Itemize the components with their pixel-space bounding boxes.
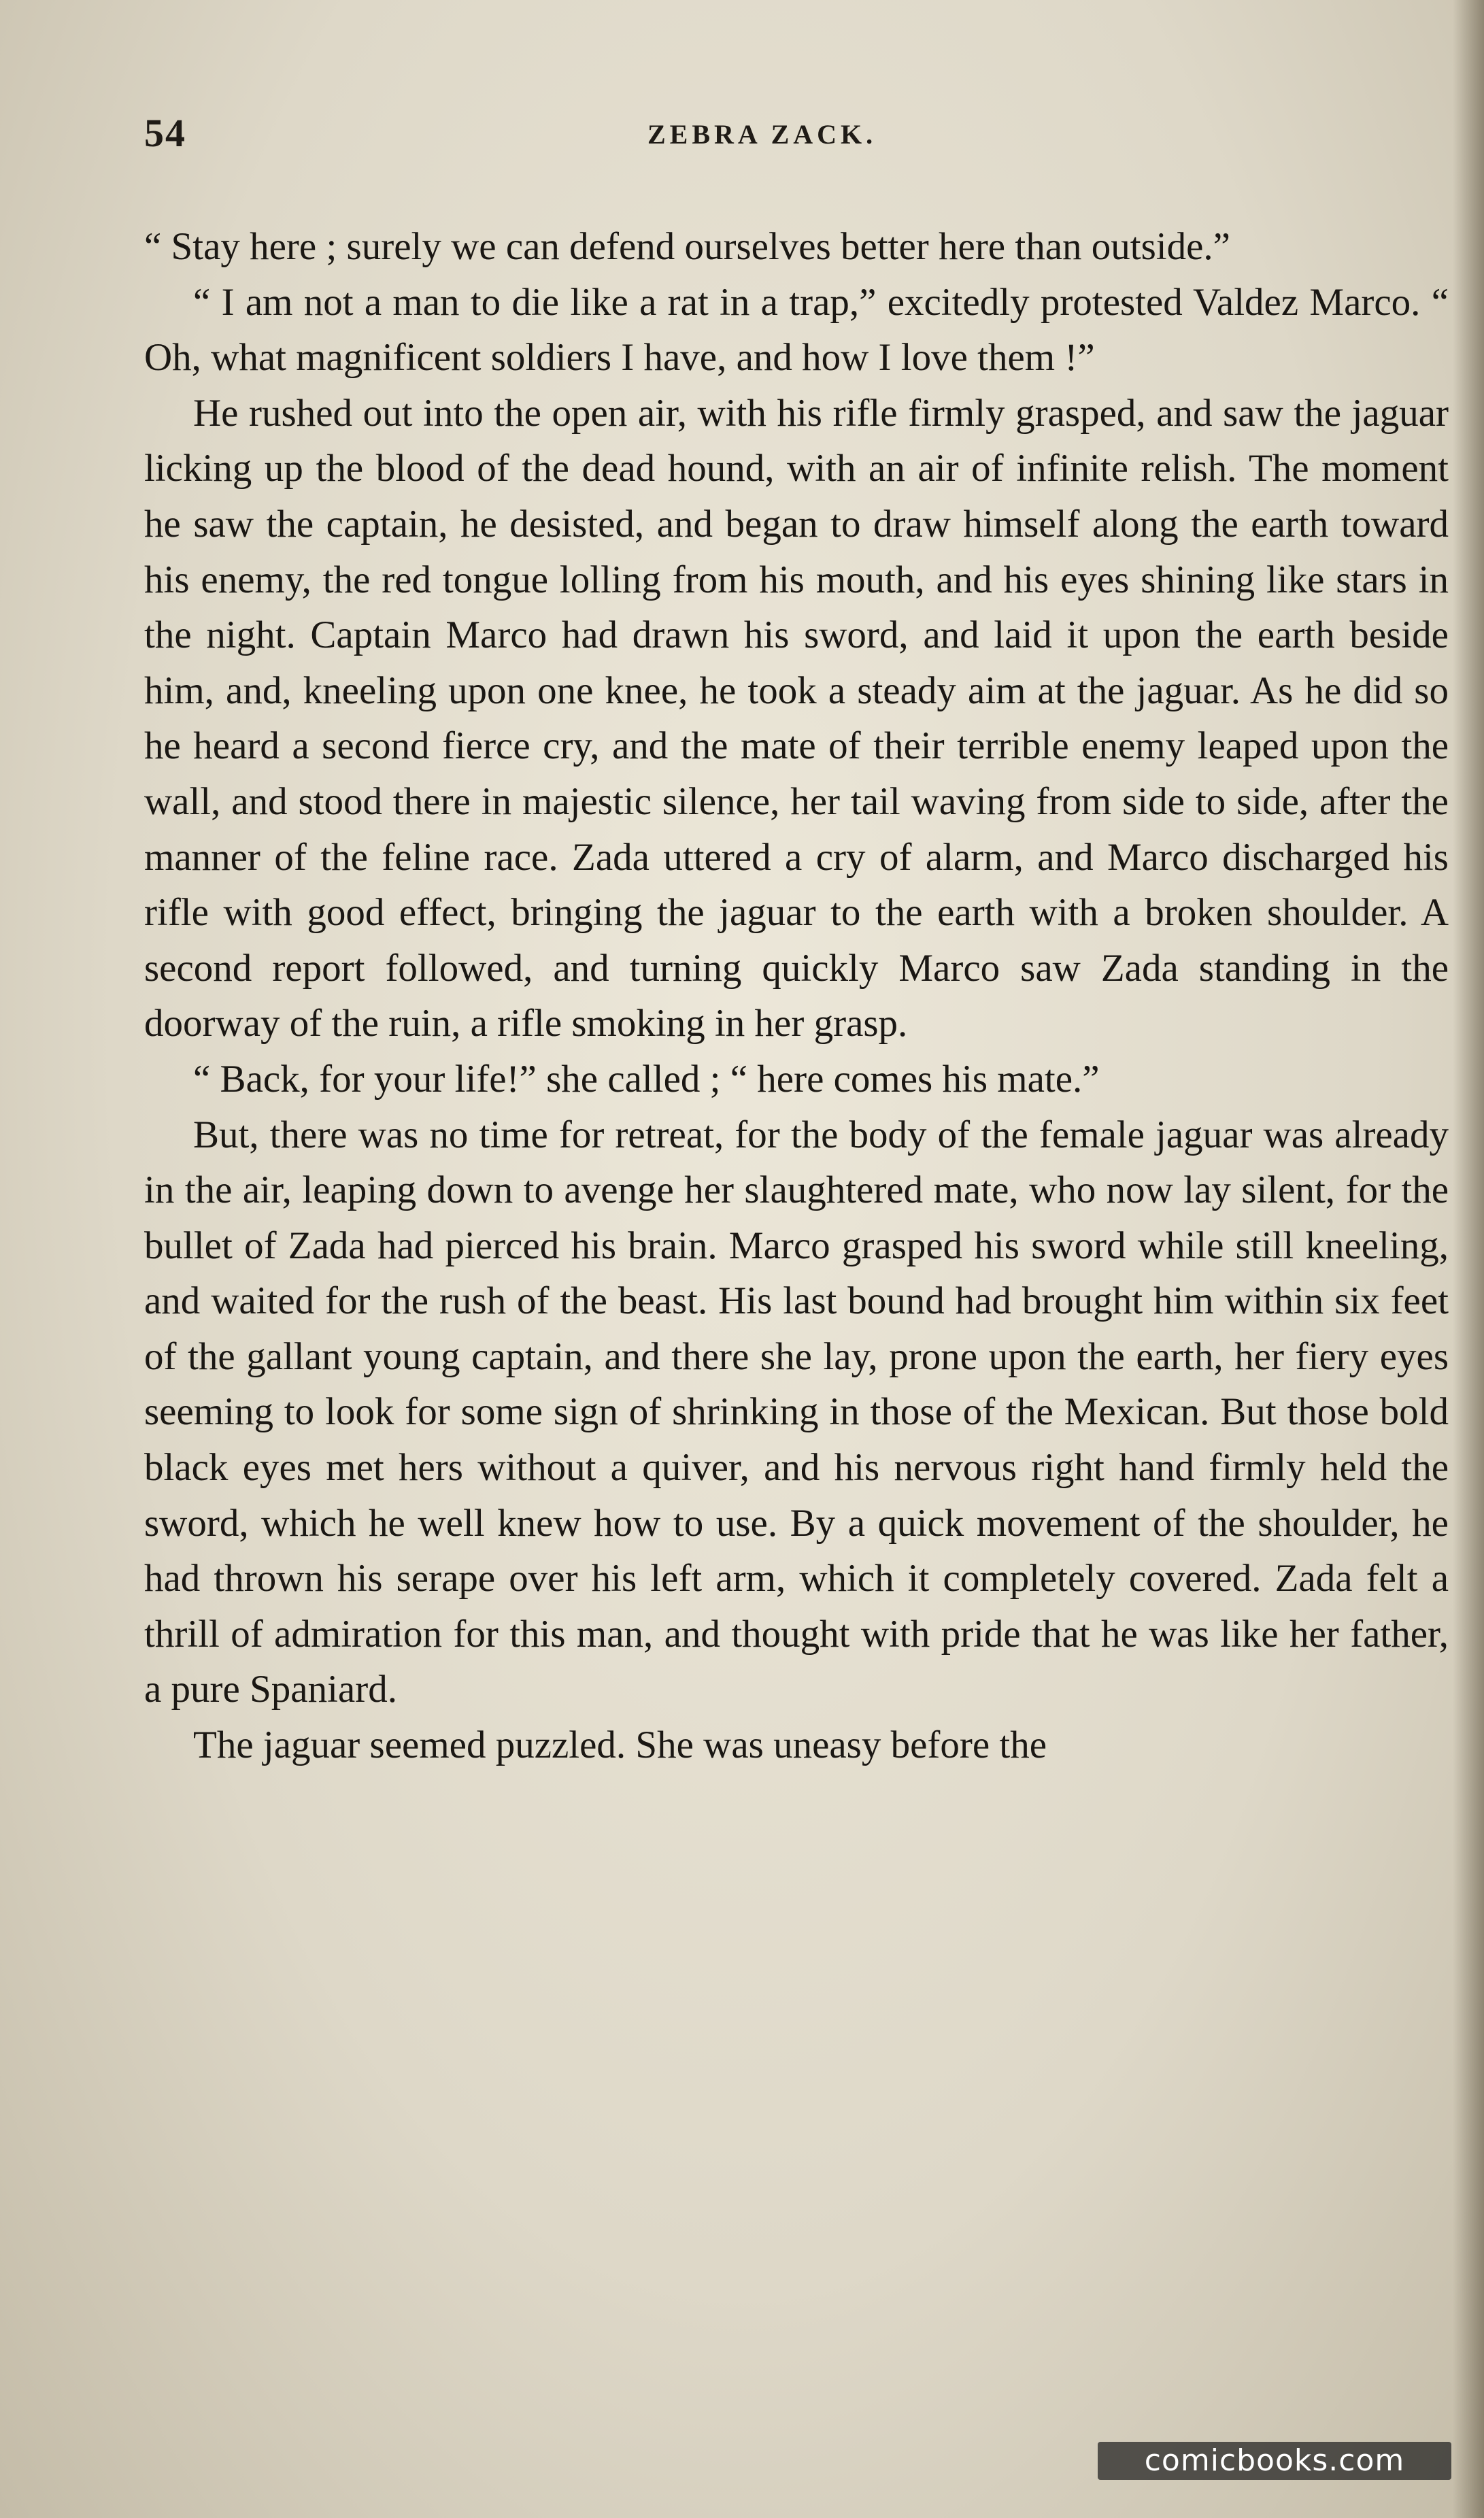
- page-edge-shadow: [1453, 0, 1484, 2518]
- paragraph-stay-here: “ Stay here ; surely we can defend ourselves better here than outside.”: [144, 225, 1230, 268]
- page-number: 54: [144, 111, 186, 155]
- paragraph-jaguar-puzzled: The jaguar seemed puzzled. She was uneasy before the: [193, 1724, 1047, 1767]
- body-text: [144, 219, 1449, 1773]
- paragraph-back-for-your-life: “ Back, for your life!” she called ; “ here comes his mate.”: [193, 1057, 1100, 1101]
- running-title: ZEBRA ZACK.: [647, 119, 877, 150]
- running-header: [144, 110, 1440, 158]
- paragraph-rushed-out: He rushed out into the open air, with his rifle firmly grasped, and saw the jaguar licking up the blood of the dead hound, with an air of infinite relish. The moment he saw the captain, he desisted, and began to draw himself along the earth toward his enemy, the red tongue lolling from his mouth, and his eyes shining like stars in the night. Captain Marco had drawn his sword, and laid it upon the earth beside him, and, kneeling upon one knee, he took a steady aim at the jaguar. As he did so he heard a second fierce cry, and the mate of their terrible enemy leaped upon the wall, and stood there in majestic silence, her tail waving from side to side, after the manner of the feline race. Zada uttered a cry of alarm, and Marco discharged his rifle with good effect, bringing the jaguar to the earth with a broken shoulder. A second report followed, and turning quickly Marco saw Zada standing in the doorway of the ruin, a rifle smoking in her grasp.: [144, 391, 1449, 1045]
- paragraph-no-time-for-retreat: But, there was no time for retreat, for the body of the female jaguar was already in the air, leaping down to avenge her slaughtered mate, who now lay silent, for the bullet of Zada had pierced his brain. Marco grasped his sword while still kneeling, and waited for the rush of the beast. His last bound had brought him within six feet of the gallant young captain, and there she lay, prone upon the earth, her fiery eyes seeming to look for some sign of shrinking in those of the Mexican. But those bold black eyes met hers without a quiver, and his nervous right hand firmly held the sword, which he well knew how to use. By a quick movement of the shoulder, he had thrown his serape over his left arm, which it completely covered. Zada felt a thrill of admiration for this man, and thought with pride that he was like her father, a pure Spaniard.: [144, 1113, 1449, 1711]
- paragraph-rat-in-trap: “ I am not a man to die like a rat in a trap,” excitedly protested Valdez Marco. “ Oh, what magnificent soldiers I have, and how I love them !”: [144, 280, 1449, 380]
- watermark-badge: comicbooks.com: [1098, 2442, 1451, 2480]
